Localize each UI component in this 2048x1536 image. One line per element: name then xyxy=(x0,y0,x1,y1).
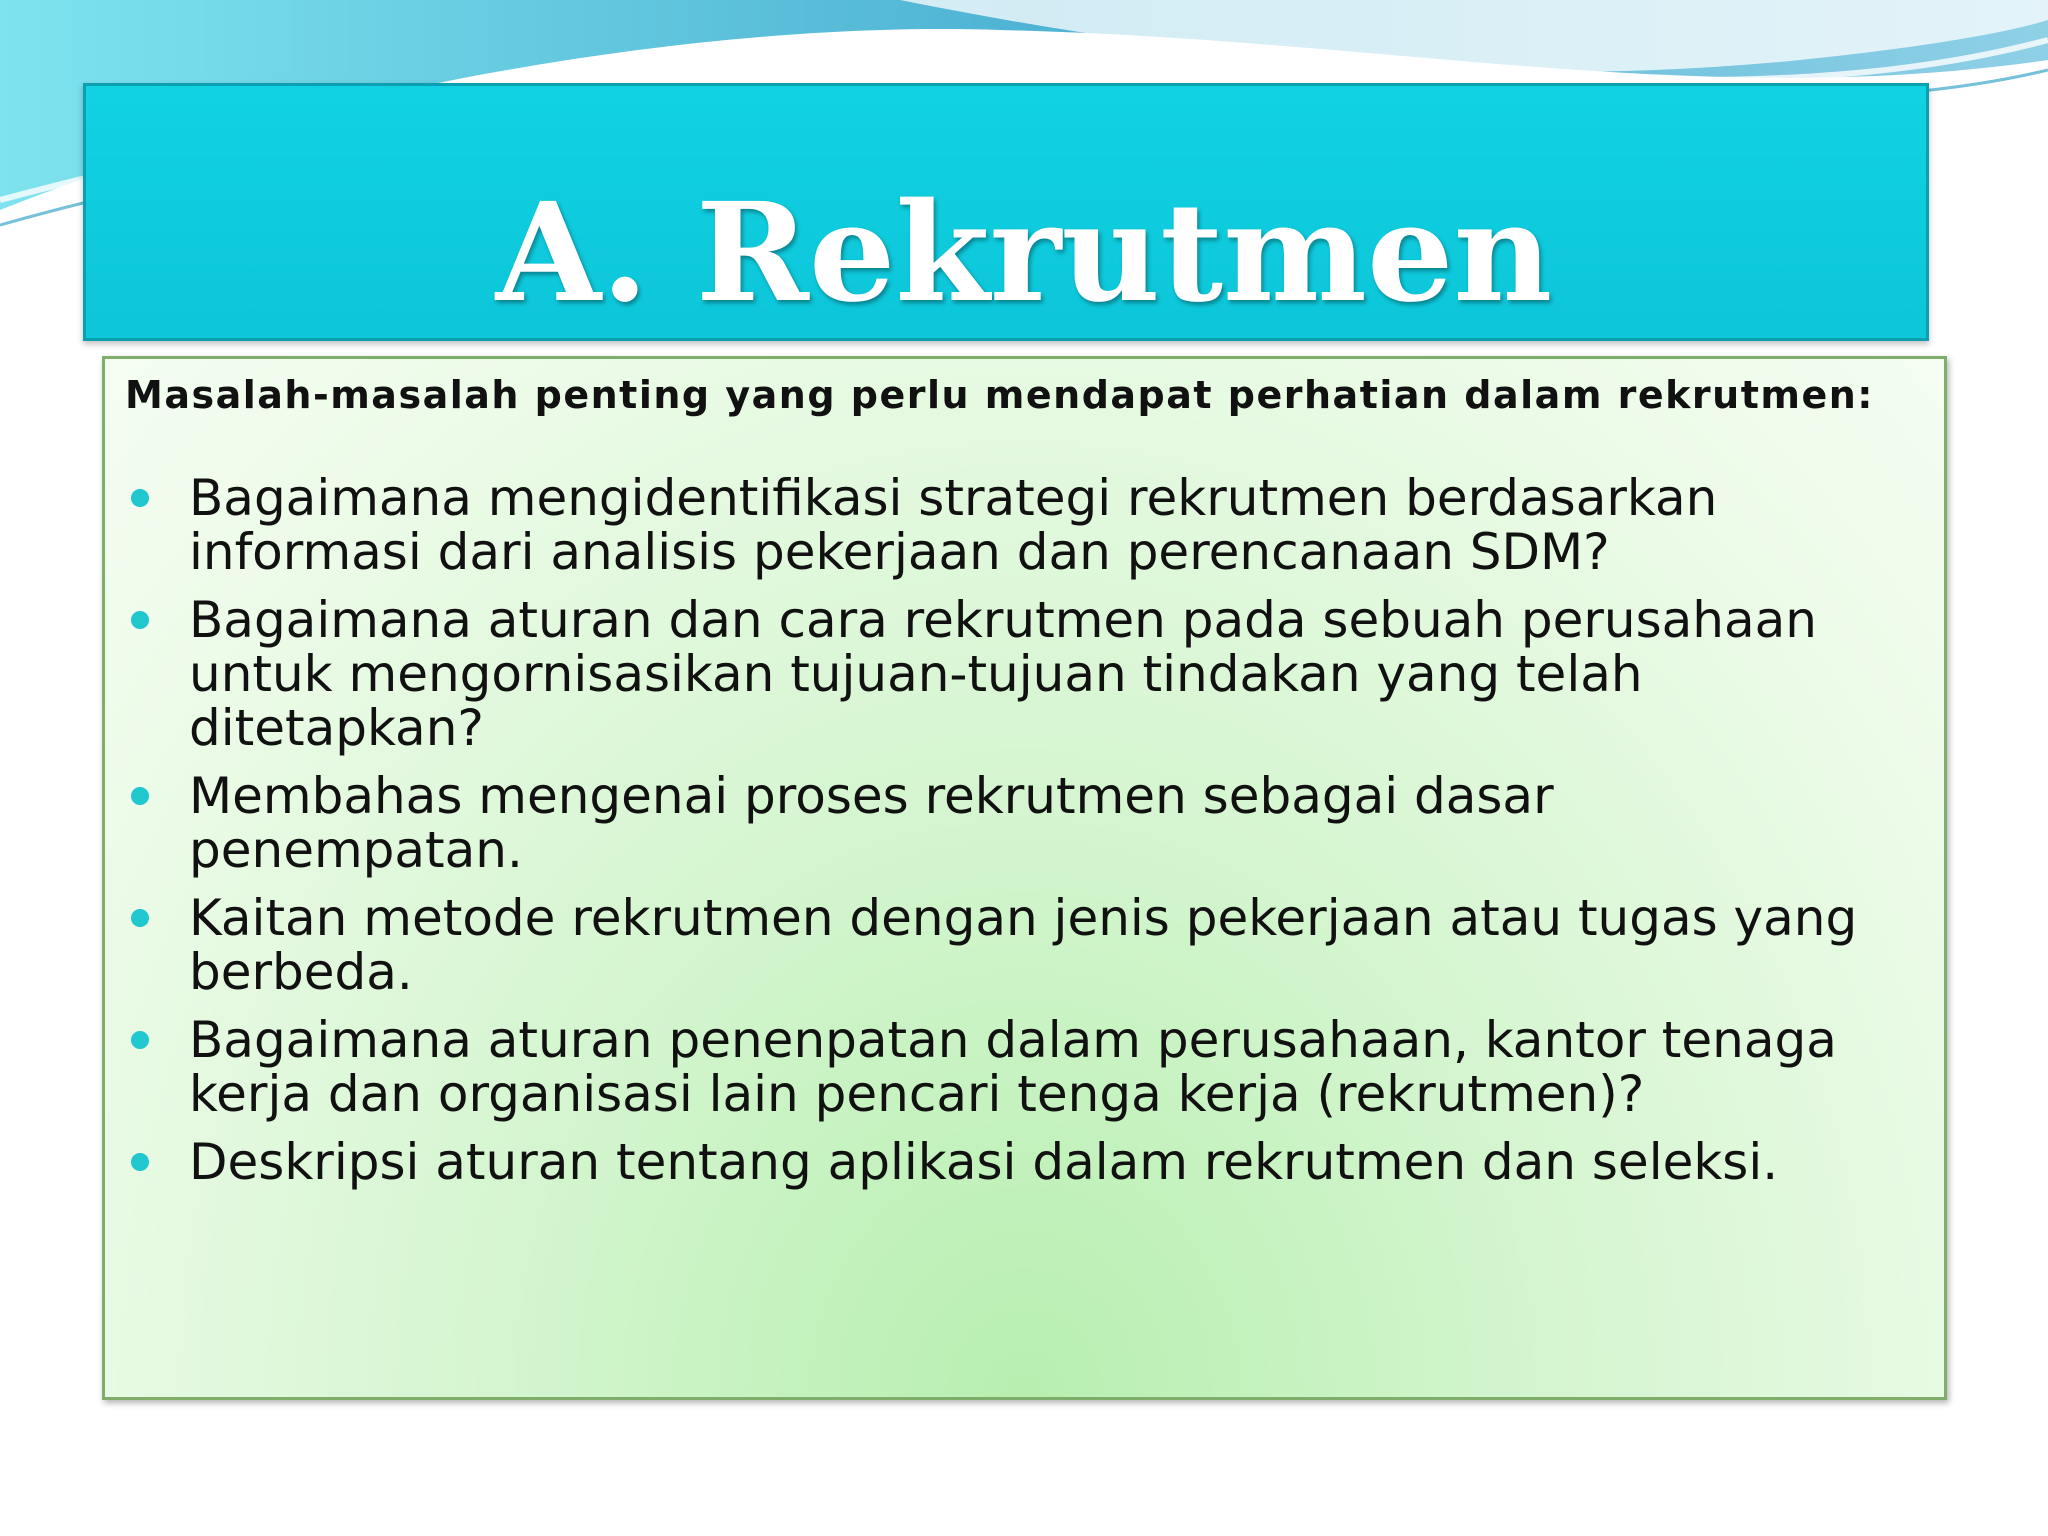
bullet-item xyxy=(105,1135,1889,1189)
content-box xyxy=(102,356,1947,1400)
bullet-text: Deskripsi aturan tentang aplikasi dalam rekrutmen dan seleksi. xyxy=(189,1133,1779,1191)
bullet-dot-icon xyxy=(131,1153,149,1171)
bullet-text: Bagaimana mengidentifikasi strategi rekrutmen berdasarkan informasi dari analisis pekerjaan dan perencanaan SDM? xyxy=(189,469,1718,581)
bullet-dot-icon xyxy=(131,489,149,507)
bullet-text: Membahas mengenai proses rekrutmen sebagai dasar penempatan. xyxy=(189,767,1554,879)
bullet-item xyxy=(105,769,1889,877)
slide-title: A. Rekrutmen xyxy=(495,173,1553,333)
bullet-item xyxy=(105,1013,1889,1121)
bullet-item xyxy=(105,593,1889,755)
intro-text: Masalah-masalah penting yang perlu mendapat perhatian dalam rekrutmen: xyxy=(125,373,1875,417)
bullet-item xyxy=(105,891,1889,999)
bullet-dot-icon xyxy=(131,909,149,927)
bullet-text: Bagaimana aturan dan cara rekrutmen pada sebuah perusahaan untuk mengornisasikan tujuan-tujuan tindakan yang telah ditetapkan? xyxy=(189,591,1817,757)
bullet-text: Bagaimana aturan penenpatan dalam perusahaan, kantor tenaga kerja dan organisasi lain pencari tenga kerja (rekrutmen)? xyxy=(189,1011,1837,1123)
bullet-text: Kaitan metode rekrutmen dengan jenis pekerjaan atau tugas yang berbeda. xyxy=(189,889,1858,1001)
bullet-dot-icon xyxy=(131,1031,149,1049)
bullet-list xyxy=(105,471,1889,1203)
bullet-dot-icon xyxy=(131,611,149,629)
bullet-dot-icon xyxy=(131,787,149,805)
bullet-item xyxy=(105,471,1889,579)
